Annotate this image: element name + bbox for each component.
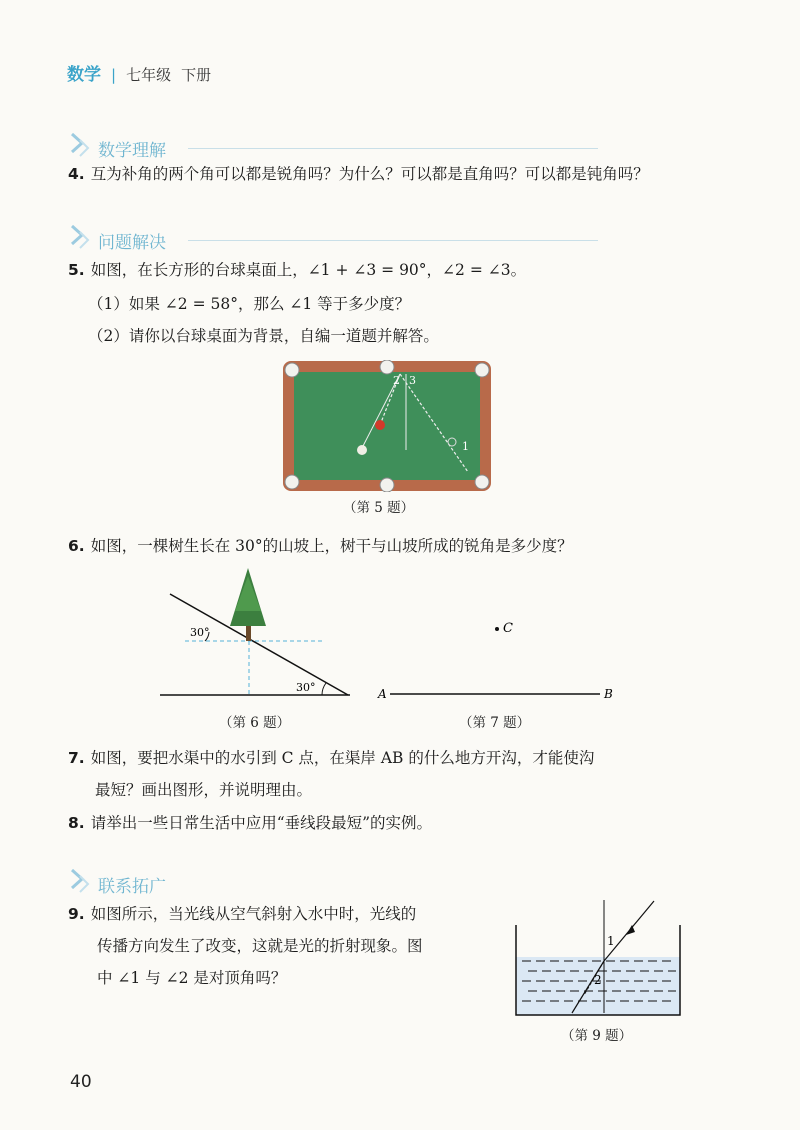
angle-label-2: 2: [393, 374, 400, 387]
red-ball: [375, 420, 385, 430]
section-title: 问题解决: [98, 233, 166, 253]
question-text-line-1: 如图所示，当光线从空气斜射入水中时，光线的: [90, 905, 417, 923]
table-felt: [294, 372, 480, 480]
pocket: [285, 363, 299, 377]
section-title: 数学理解: [98, 141, 166, 161]
tree-icon: [230, 568, 266, 641]
angle-label-top: 30°: [190, 626, 210, 639]
cue-ball: [357, 445, 367, 455]
question-number: 6.: [68, 537, 85, 555]
question-text-line-1: 如图，要把水渠中的水引到 C 点，在渠岸 AB 的什么地方开沟，才能使沟: [90, 749, 595, 767]
section-problem-solving: [68, 228, 718, 253]
section-rule: [188, 148, 598, 149]
point-c-dot: [495, 627, 499, 631]
section-extension: [68, 872, 368, 897]
section-title: 联系拓广: [98, 877, 166, 897]
canal-figure: [376, 612, 626, 706]
question-number: 8.: [68, 814, 85, 832]
page-number: 40: [70, 1072, 92, 1092]
question-9: [68, 904, 416, 924]
question-text: 请举出一些日常生活中应用“垂线段最短”的实例。: [90, 814, 433, 832]
tree-slope-figure: [160, 566, 355, 702]
question-number: 4.: [68, 165, 85, 183]
figure-5-caption: （第 5 题）: [343, 500, 415, 516]
running-header: [67, 60, 211, 85]
chevron-right-icon: [68, 130, 94, 160]
question-text: 互为补角的两个角可以都是锐角吗？为什么？可以都是直角吗？可以都是钝角吗？: [90, 165, 649, 183]
question-5-part-1: （1）如果 ∠2 = 58°，那么 ∠1 等于多少度？: [88, 295, 411, 313]
question-7: [68, 748, 594, 768]
pocket: [475, 475, 489, 489]
header-term: 下册: [181, 66, 212, 84]
angle-label-1: 1: [607, 934, 615, 948]
question-5: [68, 260, 526, 280]
angle-label-3: 3: [409, 374, 416, 387]
pocket: [380, 360, 394, 374]
question-7-line-2: 最短？画出图形，并说明理由。: [95, 781, 313, 799]
point-a-label: A: [378, 687, 387, 701]
header-subject: 数学: [67, 65, 101, 85]
angle-label-bottom: 30°: [296, 681, 316, 694]
question-4: [68, 164, 649, 184]
question-number: 5.: [68, 261, 85, 279]
question-text: 如图，一棵树生长在 30°的山坡上，树干与山坡所成的锐角是多少度？: [90, 537, 573, 555]
question-number: 9.: [68, 905, 85, 923]
section-rule: [188, 240, 598, 241]
point-c-label: C: [503, 621, 513, 636]
question-9-line-2: 传播方向发生了改变，这就是光的折射现象。图: [97, 937, 423, 955]
pocket: [475, 363, 489, 377]
billiard-table-figure: [282, 360, 492, 492]
point-b-label: B: [604, 687, 613, 701]
refraction-figure: [508, 895, 686, 1020]
angle-label-2: 2: [594, 973, 602, 987]
question-number: 7.: [68, 749, 85, 767]
ray-arrow-icon: [626, 925, 635, 935]
figure-6-caption: （第 6 题）: [219, 715, 291, 731]
header-divider: |: [111, 66, 117, 84]
figure-9-caption: （第 9 题）: [561, 1028, 633, 1044]
question-text: 如图，在长方形的台球桌面上，∠1 + ∠3 = 90°，∠2 = ∠3。: [90, 261, 527, 279]
chevron-right-icon: [68, 866, 94, 896]
question-6: [68, 536, 573, 556]
header-grade: 七年级: [126, 66, 172, 84]
angle-arc-bottom: [322, 683, 326, 695]
figure-7-caption: （第 7 题）: [459, 715, 531, 731]
question-5-part-2: （2）请你以台球桌面为背景，自编一道题并解答。: [88, 327, 439, 345]
question-8: [68, 813, 432, 833]
pocket: [285, 475, 299, 489]
section-understanding: [68, 136, 718, 161]
question-9-line-3: 中 ∠1 与 ∠2 是对顶角吗？: [97, 969, 287, 987]
chevron-right-icon: [68, 222, 94, 252]
angle-label-1: 1: [462, 440, 469, 453]
pocket: [380, 478, 394, 492]
